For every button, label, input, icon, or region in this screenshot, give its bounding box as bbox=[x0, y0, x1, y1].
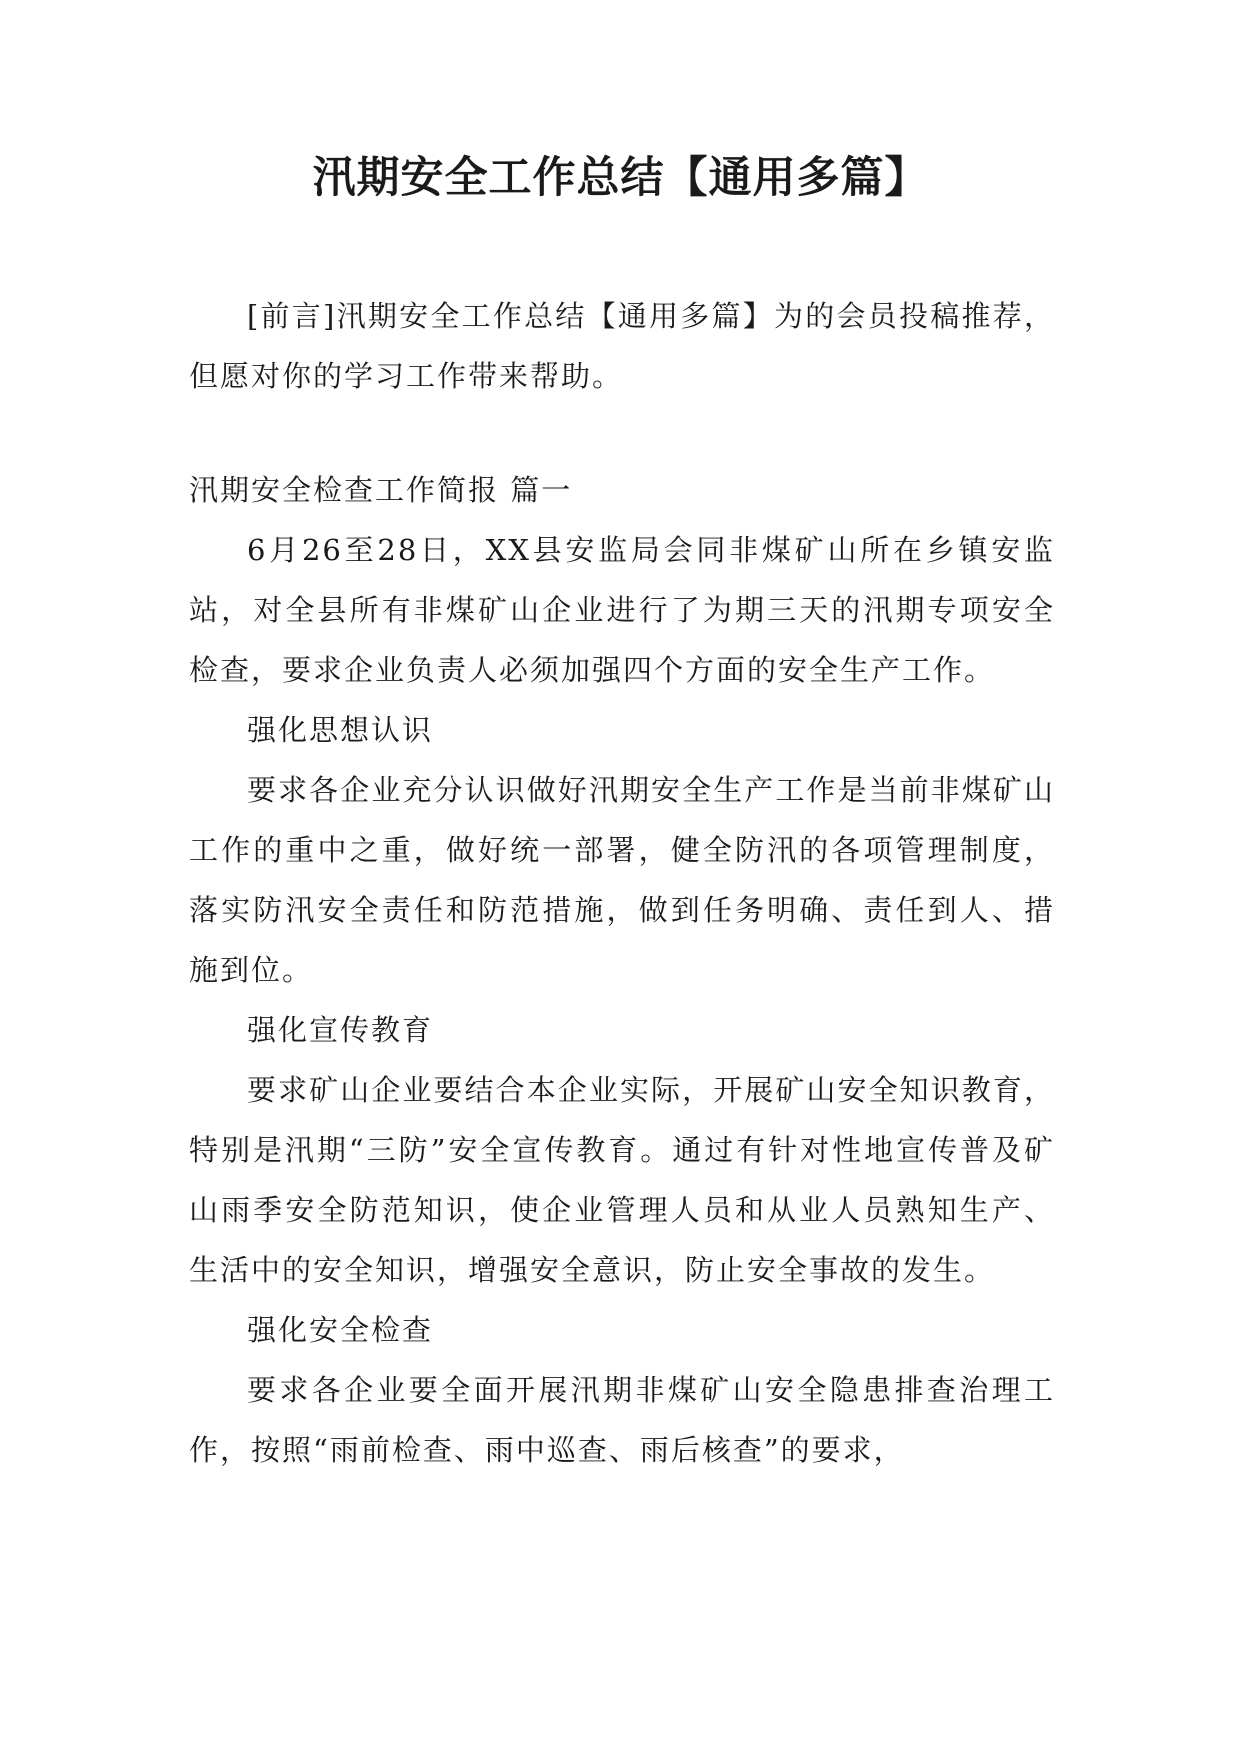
section-heading: 汛期安全检查工作简报 篇一 bbox=[189, 473, 573, 507]
main-body bbox=[189, 460, 1055, 1480]
paragraph-education: 要求矿山企业要结合本企业实际，开展矿山安全知识教育，特别是汛期“三防”安全宣传教育。通过有针对性地宣传普及矿山雨季安全防范知识，使企业管理人员和从业人员熟知生产、生活中的安全知识，增强安全意识，防止安全事故的发生。 bbox=[189, 1073, 1055, 1287]
subheading-inspection: 强化安全检查 bbox=[247, 1313, 434, 1347]
intro-block bbox=[189, 286, 1055, 406]
intro-paragraph: [前言]汛期安全工作总结【通用多篇】为的会员投稿推荐，但愿对你的学习工作带来帮助。 bbox=[189, 299, 1055, 393]
paragraph-inspection: 要求各企业要全面开展汛期非煤矿山安全隐患排查治理工作，按照“雨前检查、雨中巡查、雨后核查”的要求， bbox=[189, 1373, 1055, 1467]
subheading-thinking: 强化思想认识 bbox=[247, 713, 434, 747]
paragraph-overview: 6月26至28日，XX县安监局会同非煤矿山所在乡镇安监站，对全县所有非煤矿山企业进行了为期三天的汛期专项安全检查，要求企业负责人必须加强四个方面的安全生产工作。 bbox=[189, 533, 1055, 687]
subheading-education: 强化宣传教育 bbox=[247, 1013, 434, 1047]
document-title: 汛期安全工作总结【通用多篇】 bbox=[312, 153, 929, 203]
paragraph-thinking: 要求各企业充分认识做好汛期安全生产工作是当前非煤矿山工作的重中之重，做好统一部署，健全防汛的各项管理制度，落实防汛安全责任和防范措施，做到任务明确、责任到人、措施到位。 bbox=[189, 773, 1055, 987]
